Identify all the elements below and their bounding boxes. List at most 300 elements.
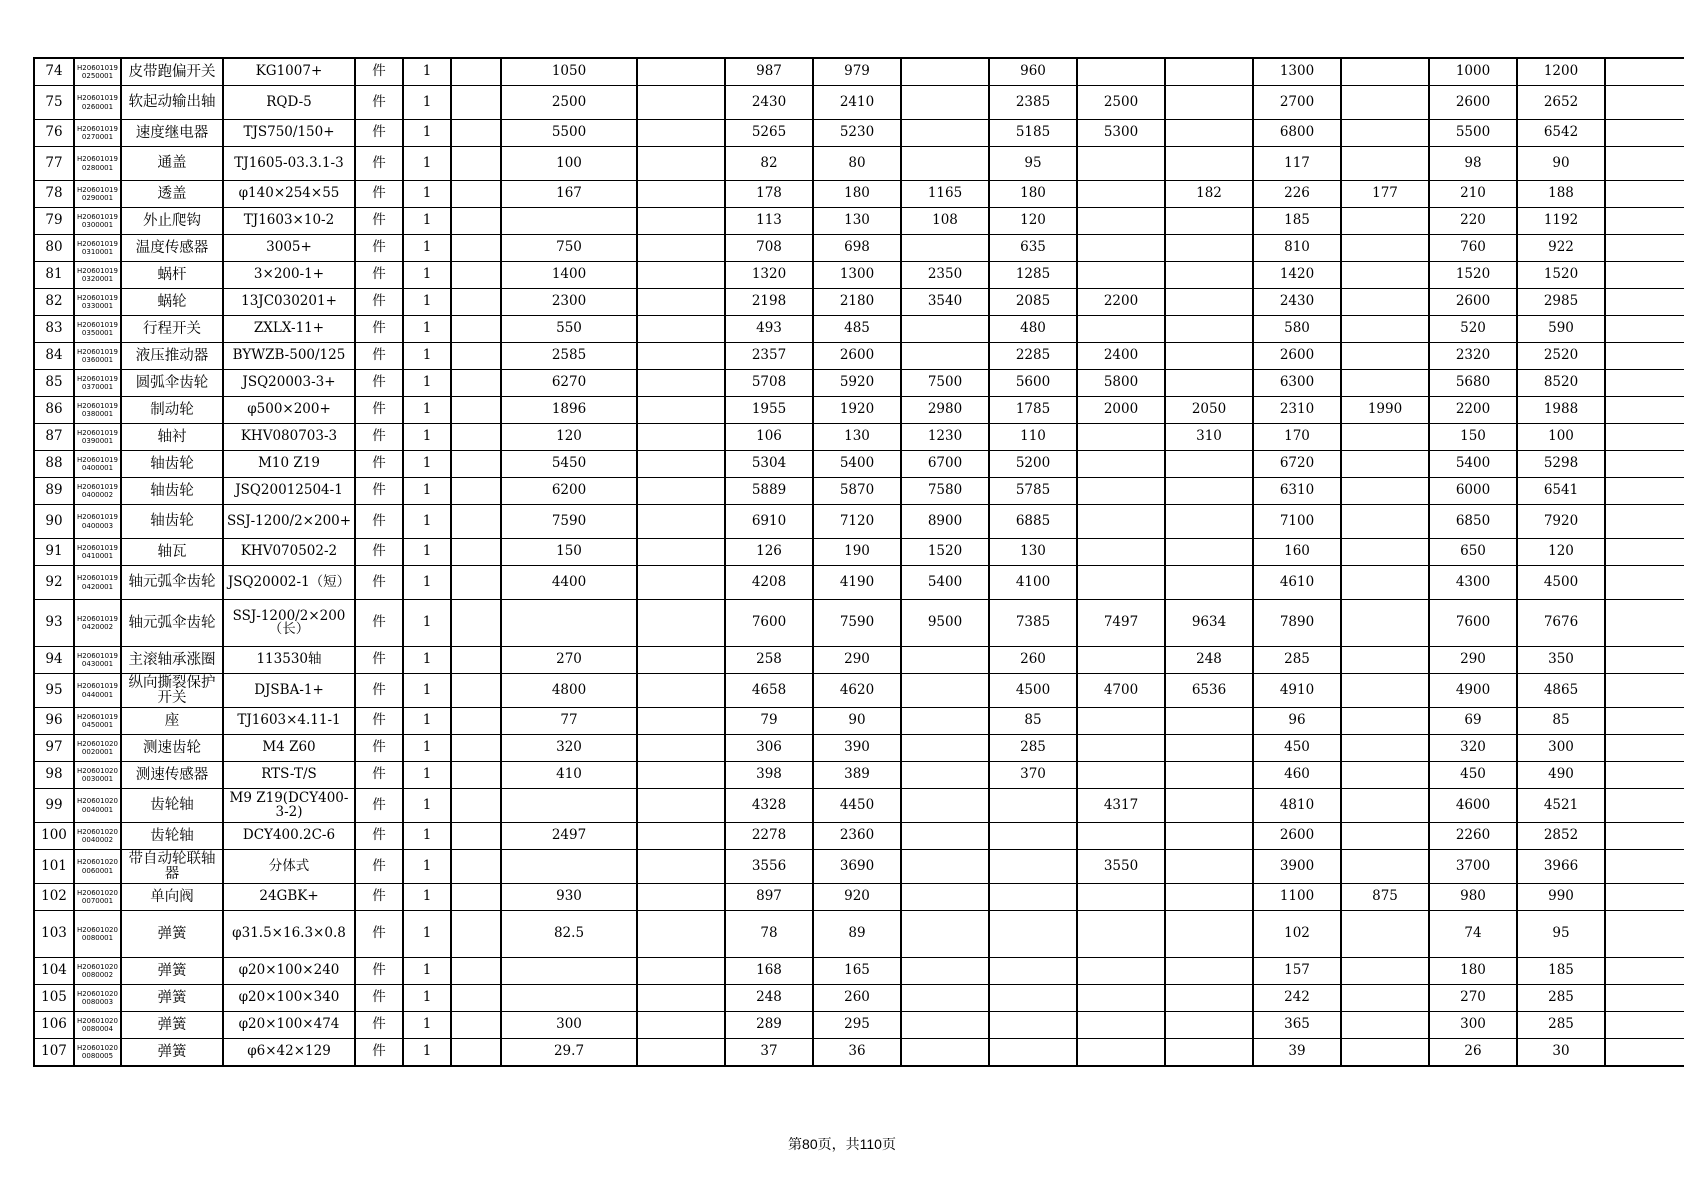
price-cell: 4800 (501, 674, 637, 708)
material-name-cell: 行程开关 (121, 316, 223, 343)
row-number-cell: 96 (34, 708, 74, 735)
price-cell (989, 1039, 1077, 1067)
price-cell (989, 911, 1077, 958)
row-number-cell: 103 (34, 911, 74, 958)
price-cell (1605, 911, 1684, 958)
unit-cell: 件 (355, 181, 403, 208)
row-number-cell: 86 (34, 397, 74, 424)
price-cell (1341, 1012, 1429, 1039)
material-code-cell: H206010190380001 (74, 397, 121, 424)
price-cell (1605, 316, 1684, 343)
price-cell: 960 (989, 58, 1077, 86)
price-cell: 5920 (813, 370, 901, 397)
price-cell: 108 (901, 208, 989, 235)
price-cell (637, 762, 725, 789)
price-cell: 37 (725, 1039, 813, 1067)
unit-cell: 件 (355, 208, 403, 235)
price-cell: 3556 (725, 850, 813, 884)
material-name-cell: 透盖 (121, 181, 223, 208)
price-cell: 260 (813, 985, 901, 1012)
price-cell: 2600 (1429, 86, 1517, 120)
price-cell: 6300 (1253, 370, 1341, 397)
price-cell (1165, 478, 1253, 505)
material-name-cell: 轴元弧伞齿轮 (121, 566, 223, 600)
price-cell: 450 (1253, 735, 1341, 762)
price-cell (637, 86, 725, 120)
row-number-cell: 97 (34, 735, 74, 762)
price-cell (901, 58, 989, 86)
price-cell (1165, 884, 1253, 911)
material-name-cell: 弹簧 (121, 1012, 223, 1039)
price-cell (451, 823, 501, 850)
price-cell: 120 (989, 208, 1077, 235)
price-cell: 39 (1253, 1039, 1341, 1067)
spec-model-cell: φ31.5×16.3×0.8 (223, 911, 355, 958)
table-row (34, 911, 1684, 958)
price-cell: 85 (989, 708, 1077, 735)
material-code-cell: H206010190370001 (74, 370, 121, 397)
price-cell: 150 (501, 539, 637, 566)
unit-cell: 件 (355, 505, 403, 539)
price-cell: 126 (725, 539, 813, 566)
price-cell (1077, 735, 1165, 762)
price-cell: 4190 (813, 566, 901, 600)
price-cell: 2600 (1253, 343, 1341, 370)
price-cell: 2198 (725, 289, 813, 316)
price-cell: 242 (1253, 985, 1341, 1012)
price-cell (901, 823, 989, 850)
price-cell: 520 (1429, 316, 1517, 343)
price-cell: 6542 (1517, 120, 1605, 147)
price-cell: 185 (1517, 958, 1605, 985)
price-cell (637, 958, 725, 985)
material-name-cell: 主滚轴承涨圈 (121, 647, 223, 674)
table-row (34, 316, 1684, 343)
price-cell: 4865 (1517, 674, 1605, 708)
price-cell (1605, 708, 1684, 735)
price-cell: 4500 (1517, 566, 1605, 600)
quantity-cell: 1 (403, 262, 451, 289)
material-name-cell: 齿轮轴 (121, 789, 223, 823)
price-cell: 390 (813, 735, 901, 762)
unit-cell: 件 (355, 120, 403, 147)
price-cell: 7600 (1429, 600, 1517, 647)
price-cell: 1165 (901, 181, 989, 208)
price-cell (637, 235, 725, 262)
price-cell: 165 (813, 958, 901, 985)
price-cell (451, 235, 501, 262)
material-code-cell: H206010200040002 (74, 823, 121, 850)
row-number-cell: 77 (34, 147, 74, 181)
row-number-cell: 102 (34, 884, 74, 911)
table-row (34, 58, 1684, 86)
price-cell: 2980 (901, 397, 989, 424)
price-cell (637, 58, 725, 86)
price-cell (1165, 911, 1253, 958)
table-row (34, 884, 1684, 911)
unit-cell: 件 (355, 985, 403, 1012)
material-code-cell: H206010190350001 (74, 316, 121, 343)
price-cell: 9634 (1165, 600, 1253, 647)
unit-cell: 件 (355, 316, 403, 343)
spec-model-cell: TJ1603×4.11-1 (223, 708, 355, 735)
price-cell: 1285 (989, 262, 1077, 289)
quantity-cell: 1 (403, 478, 451, 505)
price-cell: 2400 (1077, 343, 1165, 370)
price-cell: 300 (1429, 1012, 1517, 1039)
price-cell (1605, 823, 1684, 850)
price-cell (1077, 1039, 1165, 1067)
price-cell (1605, 424, 1684, 451)
price-cell (1341, 147, 1429, 181)
price-cell: 270 (501, 647, 637, 674)
price-cell (1605, 478, 1684, 505)
quantity-cell: 1 (403, 539, 451, 566)
price-cell: 320 (501, 735, 637, 762)
price-cell: 102 (1253, 911, 1341, 958)
price-cell: 5450 (501, 451, 637, 478)
price-cell: 2500 (501, 86, 637, 120)
price-cell: 5680 (1429, 370, 1517, 397)
row-number-cell: 101 (34, 850, 74, 884)
price-cell (637, 1039, 725, 1067)
quantity-cell: 1 (403, 600, 451, 647)
price-cell: 2385 (989, 86, 1077, 120)
price-comparison-table (33, 57, 1684, 1067)
quantity-cell: 1 (403, 505, 451, 539)
price-cell (901, 647, 989, 674)
table-row (34, 850, 1684, 884)
price-cell: 300 (501, 1012, 637, 1039)
spec-model-cell: ZXLX-11+ (223, 316, 355, 343)
price-cell (1077, 1012, 1165, 1039)
price-cell: 2350 (901, 262, 989, 289)
price-cell: 4900 (1429, 674, 1517, 708)
price-cell: 260 (989, 647, 1077, 674)
price-cell: 8900 (901, 505, 989, 539)
material-name-cell: 外止爬钩 (121, 208, 223, 235)
price-cell: 1785 (989, 397, 1077, 424)
price-cell: 7497 (1077, 600, 1165, 647)
price-cell: 5500 (1429, 120, 1517, 147)
unit-cell: 件 (355, 762, 403, 789)
table-row (34, 424, 1684, 451)
price-cell (989, 789, 1077, 823)
price-cell: 389 (813, 762, 901, 789)
price-cell (1341, 911, 1429, 958)
price-cell (1077, 911, 1165, 958)
price-cell (501, 789, 637, 823)
price-cell (451, 86, 501, 120)
material-name-cell: 弹簧 (121, 1039, 223, 1067)
price-cell (1077, 147, 1165, 181)
price-cell (637, 823, 725, 850)
price-cell: 2000 (1077, 397, 1165, 424)
price-cell (637, 147, 725, 181)
material-code-cell: H206010200080001 (74, 911, 121, 958)
spec-model-cell: JSQ20012504-1 (223, 478, 355, 505)
price-cell (451, 370, 501, 397)
price-cell (1165, 289, 1253, 316)
quantity-cell: 1 (403, 985, 451, 1012)
row-number-cell: 78 (34, 181, 74, 208)
price-cell: 320 (1429, 735, 1517, 762)
material-name-cell: 齿轮轴 (121, 823, 223, 850)
price-cell (901, 911, 989, 958)
material-code-cell: H206010190280001 (74, 147, 121, 181)
price-cell: 875 (1341, 884, 1429, 911)
price-cell: 4328 (725, 789, 813, 823)
unit-cell: 件 (355, 86, 403, 120)
table-row (34, 762, 1684, 789)
row-number-cell: 84 (34, 343, 74, 370)
price-cell: 185 (1253, 208, 1341, 235)
price-cell: 2600 (1253, 823, 1341, 850)
spec-model-cell: SSJ-1200/2×200+ (223, 505, 355, 539)
material-name-cell: 皮带跑偏开关 (121, 58, 223, 86)
price-cell (1341, 478, 1429, 505)
price-cell: 5200 (989, 451, 1077, 478)
material-code-cell: H206010200020001 (74, 735, 121, 762)
row-number-cell: 81 (34, 262, 74, 289)
material-code-cell: H206010190430001 (74, 647, 121, 674)
price-cell (1341, 86, 1429, 120)
price-cell: 5298 (1517, 451, 1605, 478)
price-cell (1165, 823, 1253, 850)
price-cell: 310 (1165, 424, 1253, 451)
material-name-cell: 通盖 (121, 147, 223, 181)
quantity-cell: 1 (403, 823, 451, 850)
price-cell: 1400 (501, 262, 637, 289)
price-cell: 897 (725, 884, 813, 911)
unit-cell: 件 (355, 424, 403, 451)
price-cell: 920 (813, 884, 901, 911)
price-cell (1605, 1039, 1684, 1067)
price-cell (451, 343, 501, 370)
price-cell (1077, 647, 1165, 674)
table-row (34, 566, 1684, 600)
price-cell (989, 1012, 1077, 1039)
price-cell (1165, 147, 1253, 181)
price-cell: 4600 (1429, 789, 1517, 823)
price-cell (901, 235, 989, 262)
price-cell: 2200 (1077, 289, 1165, 316)
spec-model-cell: JSQ20002-1（短） (223, 566, 355, 600)
price-cell: 2985 (1517, 289, 1605, 316)
price-cell: 5785 (989, 478, 1077, 505)
material-name-cell: 带自动轮联轴器 (121, 850, 223, 884)
material-code-cell: H206010200030001 (74, 762, 121, 789)
row-number-cell: 93 (34, 600, 74, 647)
price-cell (637, 181, 725, 208)
price-cell: 1988 (1517, 397, 1605, 424)
material-code-cell: H206010190420002 (74, 600, 121, 647)
spec-model-cell: 24GBK+ (223, 884, 355, 911)
price-cell: 5600 (989, 370, 1077, 397)
price-cell (451, 478, 501, 505)
unit-cell: 件 (355, 1039, 403, 1067)
price-cell: 300 (1517, 735, 1605, 762)
price-cell: 157 (1253, 958, 1341, 985)
price-cell (1341, 235, 1429, 262)
quantity-cell: 1 (403, 958, 451, 985)
quantity-cell: 1 (403, 1039, 451, 1067)
price-cell (637, 850, 725, 884)
price-cell (451, 911, 501, 958)
price-cell: 248 (725, 985, 813, 1012)
price-cell (451, 985, 501, 1012)
price-cell (451, 1012, 501, 1039)
price-cell: 2320 (1429, 343, 1517, 370)
price-cell (1341, 262, 1429, 289)
price-cell (1165, 235, 1253, 262)
price-cell (901, 1039, 989, 1067)
price-cell (1165, 1012, 1253, 1039)
row-number-cell: 94 (34, 647, 74, 674)
table-row (34, 735, 1684, 762)
price-cell: 95 (1517, 911, 1605, 958)
price-cell (901, 762, 989, 789)
quantity-cell: 1 (403, 397, 451, 424)
quantity-cell: 1 (403, 424, 451, 451)
table-row (34, 478, 1684, 505)
price-cell: 117 (1253, 147, 1341, 181)
price-cell (1605, 539, 1684, 566)
unit-cell: 件 (355, 566, 403, 600)
price-cell (1605, 181, 1684, 208)
price-cell (1605, 850, 1684, 884)
price-cell: 168 (725, 958, 813, 985)
price-cell (451, 147, 501, 181)
price-cell (1341, 424, 1429, 451)
price-cell (1341, 735, 1429, 762)
price-cell: 5304 (725, 451, 813, 478)
price-cell: 6720 (1253, 451, 1341, 478)
unit-cell: 件 (355, 884, 403, 911)
row-number-cell: 90 (34, 505, 74, 539)
row-number-cell: 100 (34, 823, 74, 850)
quantity-cell: 1 (403, 316, 451, 343)
price-cell (451, 884, 501, 911)
price-cell: 1320 (725, 262, 813, 289)
price-cell: 1100 (1253, 884, 1341, 911)
table-row (34, 343, 1684, 370)
price-cell: 370 (989, 762, 1077, 789)
price-cell (901, 147, 989, 181)
price-cell (901, 850, 989, 884)
material-code-cell: H206010200080003 (74, 985, 121, 1012)
material-name-cell: 弹簧 (121, 911, 223, 958)
price-cell (1165, 120, 1253, 147)
price-cell: 290 (813, 647, 901, 674)
price-cell (451, 451, 501, 478)
price-cell: 6910 (725, 505, 813, 539)
price-cell: 490 (1517, 762, 1605, 789)
price-cell (1341, 58, 1429, 86)
material-code-cell: H206010190310001 (74, 235, 121, 262)
price-cell (451, 647, 501, 674)
spec-model-cell: SSJ-1200/2×200（长） (223, 600, 355, 647)
unit-cell: 件 (355, 235, 403, 262)
price-cell (451, 1039, 501, 1067)
price-cell: 980 (1429, 884, 1517, 911)
price-cell (1341, 120, 1429, 147)
price-cell (637, 316, 725, 343)
price-cell: 290 (1429, 647, 1517, 674)
price-cell (1077, 539, 1165, 566)
price-cell (1165, 316, 1253, 343)
price-cell: 4700 (1077, 674, 1165, 708)
quantity-cell: 1 (403, 181, 451, 208)
price-cell (1341, 789, 1429, 823)
price-cell (637, 424, 725, 451)
price-cell: 182 (1165, 181, 1253, 208)
price-cell: 1300 (813, 262, 901, 289)
price-cell: 2852 (1517, 823, 1605, 850)
unit-cell: 件 (355, 789, 403, 823)
table-row (34, 647, 1684, 674)
price-cell: 7676 (1517, 600, 1605, 647)
unit-cell: 件 (355, 823, 403, 850)
price-cell (451, 850, 501, 884)
price-cell (637, 505, 725, 539)
material-name-cell: 蜗杆 (121, 262, 223, 289)
row-number-cell: 74 (34, 58, 74, 86)
row-number-cell: 104 (34, 958, 74, 985)
quantity-cell: 1 (403, 86, 451, 120)
unit-cell: 件 (355, 539, 403, 566)
price-cell: 285 (989, 735, 1077, 762)
price-cell: 167 (501, 181, 637, 208)
price-cell (1605, 566, 1684, 600)
material-code-cell: H206010200070001 (74, 884, 121, 911)
price-cell: 7100 (1253, 505, 1341, 539)
price-cell: 1230 (901, 424, 989, 451)
price-cell: 760 (1429, 235, 1517, 262)
price-cell: 160 (1253, 539, 1341, 566)
price-cell: 177 (1341, 181, 1429, 208)
price-cell: 2278 (725, 823, 813, 850)
price-cell: 4810 (1253, 789, 1341, 823)
price-cell: 460 (1253, 762, 1341, 789)
table-row (34, 289, 1684, 316)
price-cell: 69 (1429, 708, 1517, 735)
price-cell: 150 (1429, 424, 1517, 451)
price-cell (1605, 262, 1684, 289)
price-cell (1341, 505, 1429, 539)
unit-cell: 件 (355, 478, 403, 505)
price-cell: 365 (1253, 1012, 1341, 1039)
row-number-cell: 85 (34, 370, 74, 397)
price-cell: 2260 (1429, 823, 1517, 850)
price-cell: 220 (1429, 208, 1517, 235)
total-page-count: 110 (859, 1136, 882, 1152)
material-name-cell: 液压推动器 (121, 343, 223, 370)
price-cell: 410 (501, 762, 637, 789)
price-cell: 2497 (501, 823, 637, 850)
price-cell (637, 985, 725, 1012)
price-cell (1165, 58, 1253, 86)
price-cell: 2357 (725, 343, 813, 370)
price-cell (637, 911, 725, 958)
table-row (34, 370, 1684, 397)
price-cell: 1050 (501, 58, 637, 86)
material-code-cell: H206010190400002 (74, 478, 121, 505)
price-cell: 270 (1429, 985, 1517, 1012)
price-cell (1605, 451, 1684, 478)
row-number-cell: 98 (34, 762, 74, 789)
price-cell (1165, 762, 1253, 789)
